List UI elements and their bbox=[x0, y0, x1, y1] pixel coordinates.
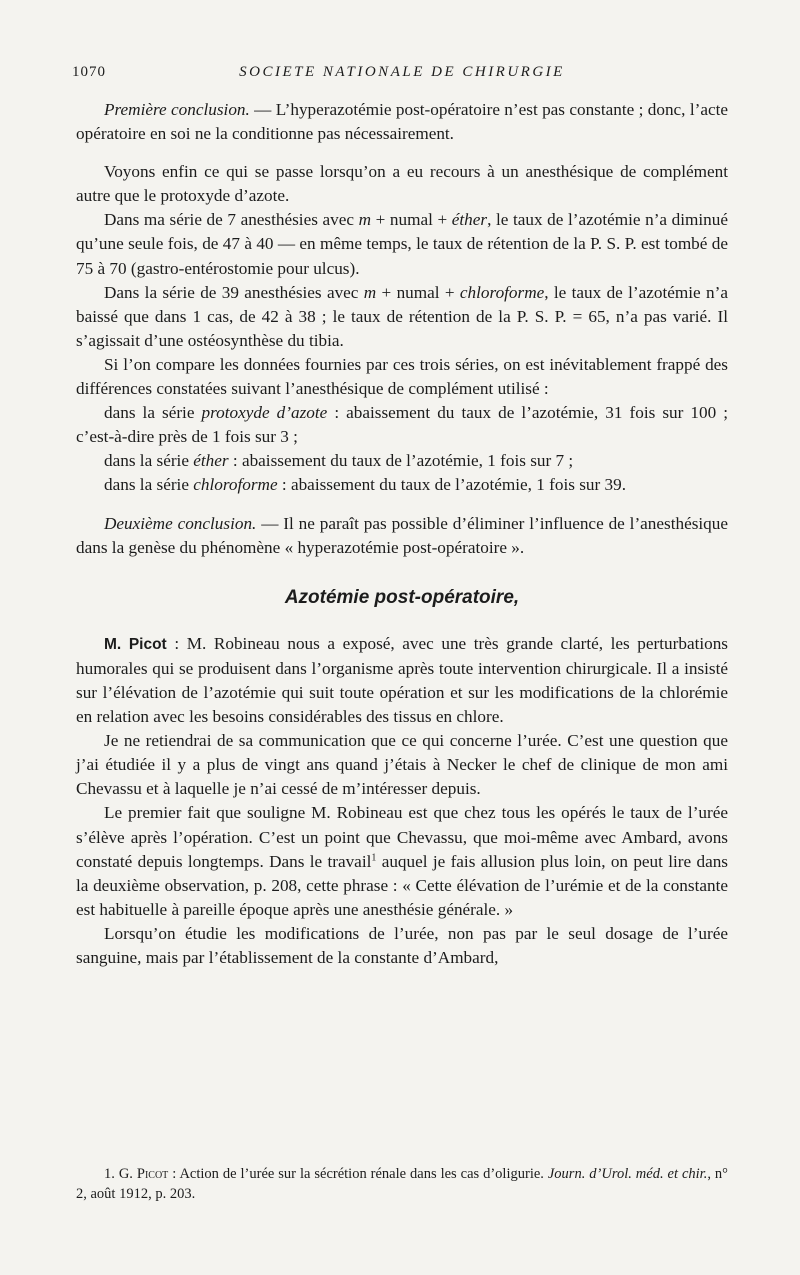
paragraph-chloroform-series bbox=[76, 281, 728, 353]
speaker-name: M. Picot bbox=[104, 635, 167, 653]
italic-term: chloroforme bbox=[459, 282, 545, 302]
paragraph-anesthetic-intro: Voyons enfin ce qui se passe lorsqu’on a eu recours à un anesthésique de complément autre que le protoxyde d’azote. bbox=[76, 162, 728, 206]
text-run: Le premier fait que souligne M. Robineau est que chez tous les opérés le taux de l’urée s’élève après l’opération. C’est un point que Chevassu, que moi-même avec Ambard, avons constaté depuis longtemps. Dans le travail bbox=[76, 803, 728, 871]
list-item bbox=[76, 473, 728, 497]
italic-term: m bbox=[363, 282, 377, 302]
footnote-number: 1. G. bbox=[104, 1166, 137, 1182]
text-run: dans la série bbox=[104, 475, 194, 495]
paragraph-comparison: Si l’on compare les données fournies par ces trois séries, on est inévitablement frappé des différences constatées suivant l’anesthésique de complément utilisé : bbox=[76, 354, 728, 399]
running-title: SOCIETE NATIONALE DE CHIRURGIE bbox=[239, 64, 565, 80]
paragraph-picot-intro bbox=[76, 632, 728, 729]
paragraph-first-fact bbox=[76, 801, 728, 921]
paragraph-second-conclusion bbox=[76, 512, 728, 560]
footnote-ref: 1 bbox=[371, 851, 377, 863]
text-run: , le taux de l’azotémie n’a diminué qu’une seule fois, de 47 à 40 — en même temps, le taux de rétention de la P. S. P. est tombé de 75 à 70 (gastro-entérostomie pour ulcus). bbox=[76, 210, 728, 278]
text-run: Dans la série de 39 anesthésies avec bbox=[104, 282, 364, 302]
text-run: : abaissement du taux de l’azotémie, 1 fois sur 7 ; bbox=[228, 451, 574, 471]
article-body bbox=[76, 98, 728, 970]
paragraph-urea: Je ne retiendrai de sa communication que ce qui concerne l’urée. C’est une question que j’ai étudiée il y a plus de vingt ans quand j’étais à Necker le chef de clinique de mon ami Chevassu et à laquelle je n’ai cessé de m’intéresser depuis. bbox=[76, 731, 728, 799]
page-number: 1070 bbox=[72, 64, 106, 80]
paragraph-ether-series bbox=[76, 208, 728, 280]
footnote bbox=[76, 1164, 728, 1204]
italic-term: éther bbox=[193, 451, 229, 471]
paragraph-text: — Il ne paraît pas possible d’éliminer l’influence de l’anesthésique dans la genèse du phénomène « hyperazotémie post-opératoire ». bbox=[76, 513, 728, 557]
text-run: + numal + bbox=[376, 282, 460, 302]
text-run: Dans ma série de 7 anesthésies avec bbox=[104, 210, 359, 230]
text-run: : Action de l’urée sur la sécrétion rénale dans les cas d’oligurie. bbox=[168, 1166, 548, 1182]
italic-term: m bbox=[358, 210, 371, 230]
italic-term: éther bbox=[451, 210, 488, 230]
list-item bbox=[76, 401, 728, 449]
paragraph-text: — L’hyperazotémie post-opératoire n’est pas constante ; donc, l’acte opératoire en soi ne la conditionne pas nécessairement. bbox=[76, 100, 729, 144]
footnote-text bbox=[76, 1164, 728, 1204]
italic-term: protoxyde d’azote bbox=[201, 403, 328, 423]
text-run: dans la série bbox=[104, 403, 202, 423]
text-run: + numal + bbox=[371, 210, 452, 230]
italic-term: chloroforme bbox=[193, 475, 278, 495]
paragraph-text: : M. Robineau nous a exposé, avec une très grande clarté, les perturbations humorales qui se produisent dans l’organisme après toute intervention chirurgicale. Il a insisté sur l’élévation de l’azotémie qui suit toute opération et sur les modifications de la chlorémie en relation avec les besoins considérables des tissus en chlore. bbox=[76, 633, 728, 727]
footnote-journal: Journ. d’Urol. méd. et chir. bbox=[547, 1166, 708, 1182]
text-run: , n° 2, août 1912, p. 203. bbox=[76, 1166, 728, 1202]
footnote-author: Picot bbox=[136, 1166, 169, 1182]
page-header bbox=[72, 64, 732, 88]
text-run: dans la série bbox=[104, 451, 194, 471]
text-run: : abaissement du taux de l’azotémie, 31 fois sur 100 ; c’est-à-dire près de 1 fois sur 3 ; bbox=[76, 403, 729, 447]
first-conclusion-label: Première conclusion. bbox=[104, 100, 250, 119]
text-run: auquel je fais allusion plus loin, on peut lire dans la deuxième observation, p. 208, cette phrase : « Cette élévation de l’urémie et de la constante est habituelle à pareille époque après une anesthésie générale. » bbox=[76, 851, 728, 919]
text-run: : abaissement du taux de l’azotémie, 1 fois sur 39. bbox=[277, 475, 627, 495]
list-item bbox=[76, 449, 728, 473]
second-conclusion-label: Deuxième conclusion. bbox=[104, 513, 257, 533]
section-heading: Azotémie post-opératoire, bbox=[284, 586, 520, 608]
text-run: , le taux de l’azotémie n’a baissé que dans 1 cas, de 42 à 38 ; le taux de rétention de la P. S. P. = 65, n’a pas varié. Il s’agissait d’une ostéosynthèse du tibia. bbox=[76, 282, 728, 350]
paragraph-urea-study: Lorsqu’on étudie les modifications de l’urée, non pas par le seul dosage de l’urée sanguine, mais par l’établissement de la constante d’Ambard, bbox=[76, 923, 728, 967]
paragraph-first-conclusion bbox=[76, 98, 728, 146]
